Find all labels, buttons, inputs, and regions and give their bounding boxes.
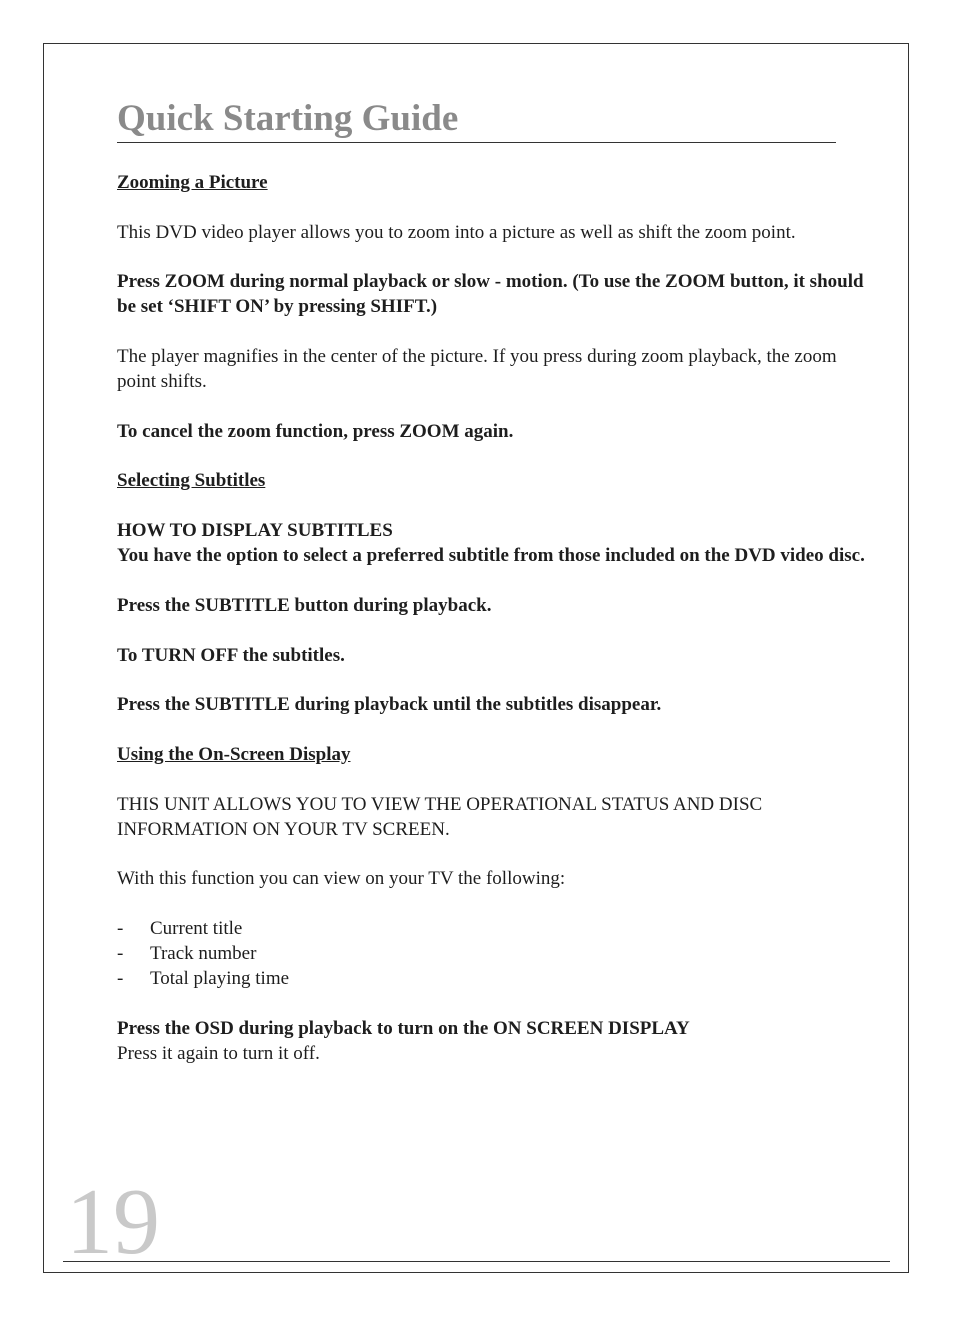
- osd-list-intro: With this function you can view on your TV the following:: [117, 868, 566, 890]
- osd-off: Press it again to turn it off.: [117, 1042, 320, 1064]
- subtitles-block: [117, 518, 867, 568]
- bullet-dash: -: [117, 917, 124, 939]
- bullet-dash: -: [117, 967, 124, 989]
- list-item: - Current title: [117, 917, 243, 939]
- subtitles-subheading: HOW TO DISPLAY SUBTITLES: [117, 520, 393, 542]
- osd-intro: THIS UNIT ALLOWS YOU TO VIEW THE OPERATIONAL STATUS AND DISC INFORMATION ON YOUR TV SCREEN.: [117, 793, 763, 840]
- page-content: [117, 170, 867, 1090]
- list-item: - Track number: [117, 942, 257, 964]
- zoom-intro: This DVD video player allows you to zoom into a picture as well as shift the zoom point.: [117, 221, 796, 243]
- zoom-instruction: Press ZOOM during normal playback or slow - motion. (To use the ZOOM button, it should be set ‘SHIFT ON’ by pressing SHIFT.): [117, 271, 864, 318]
- osd-heading: Using the On-Screen Display: [117, 743, 351, 765]
- subtitles-turn-off-instruction: Press the SUBTITLE during playback until the subtitles disappear.: [117, 694, 662, 716]
- bullet-dash: -: [117, 942, 124, 964]
- page-title: Quick Starting Guide: [117, 98, 836, 143]
- subtitles-heading: Selecting Subtitles: [117, 470, 266, 492]
- footer-divider: [63, 1261, 890, 1262]
- list-item: - Total playing time: [117, 967, 290, 989]
- page-number: 19: [66, 1170, 160, 1274]
- zoom-heading: Zooming a Picture: [117, 172, 268, 193]
- osd-list-block: [117, 866, 867, 891]
- subtitles-instruction: Press the SUBTITLE button during playback.: [117, 594, 492, 616]
- zoom-description: The player magnifies in the center of the picture. If you press during zoom playback, the zoom point shifts.: [117, 346, 837, 393]
- subtitles-turn-off: To TURN OFF the subtitles.: [117, 644, 345, 666]
- zoom-cancel: To cancel the zoom function, press ZOOM again.: [117, 420, 514, 442]
- osd-instruction-block: [117, 1016, 867, 1066]
- subtitles-intro: You have the option to select a preferred subtitle from those included on the DVD video disc.: [117, 545, 865, 567]
- osd-instruction: Press the OSD during playback to turn on the ON SCREEN DISPLAY: [117, 1017, 690, 1039]
- osd-feature-list: [117, 916, 867, 991]
